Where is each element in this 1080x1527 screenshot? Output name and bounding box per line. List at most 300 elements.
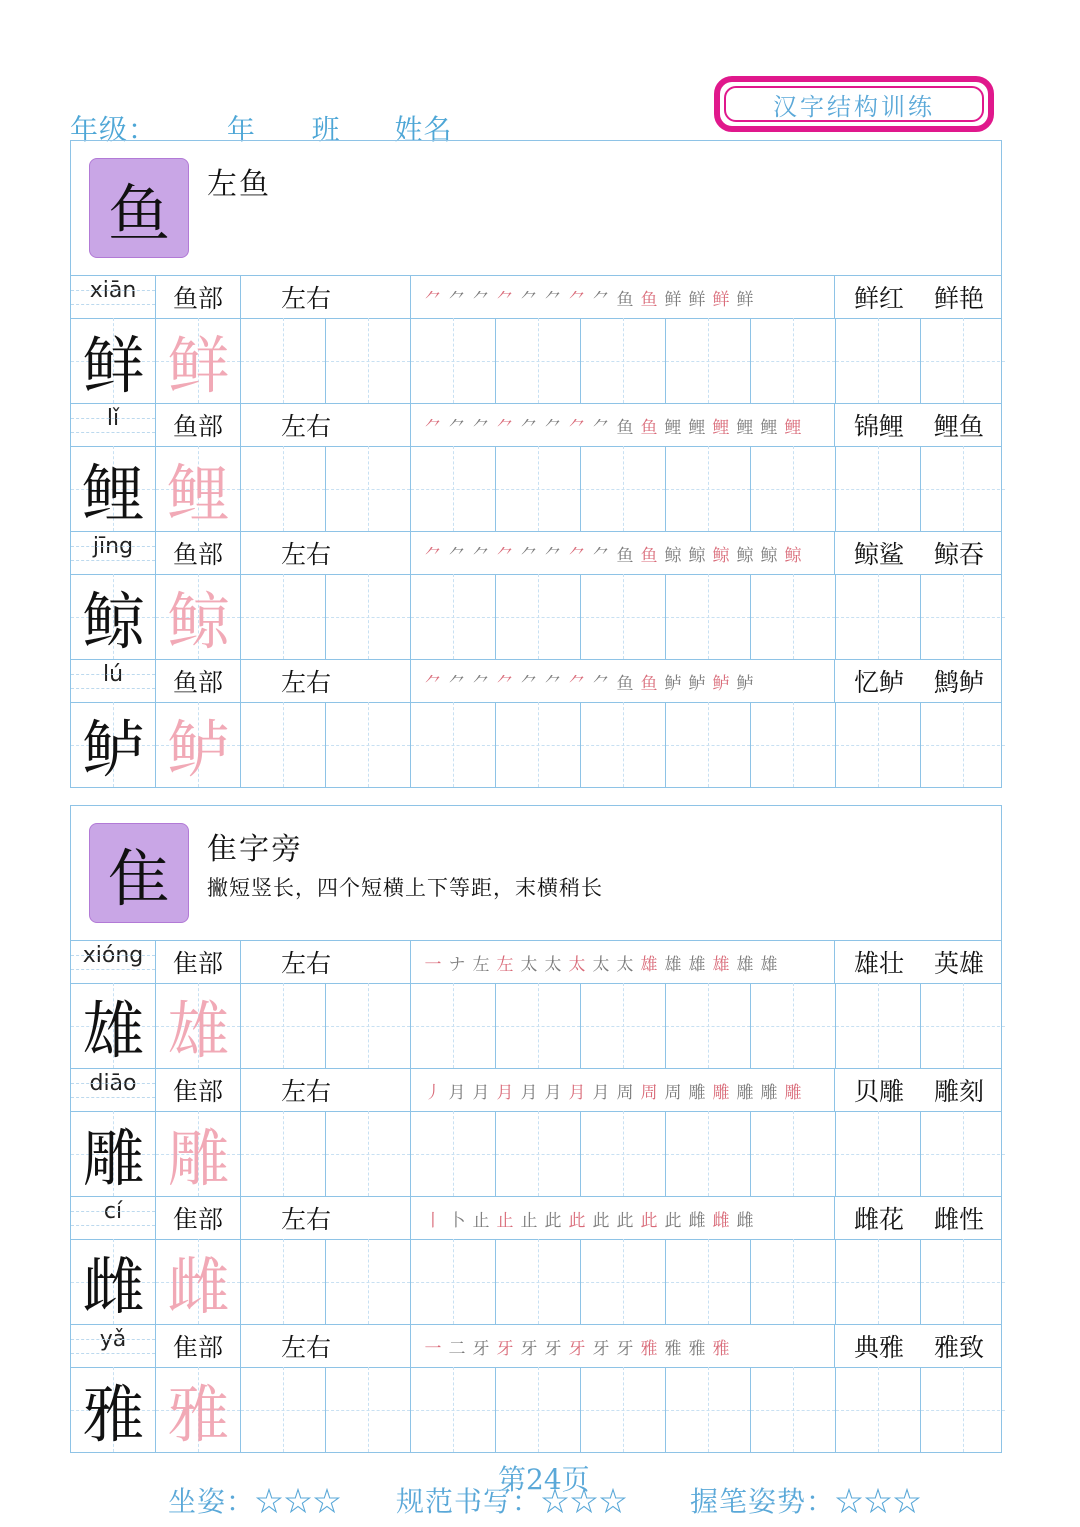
practice-box[interactable] bbox=[666, 574, 751, 659]
stroke-step: ⺈ bbox=[544, 545, 562, 566]
example-word: 鲤鱼 bbox=[933, 412, 984, 441]
radical-label: 隹部 bbox=[156, 1197, 241, 1239]
practice-box[interactable] bbox=[411, 1239, 496, 1324]
practice-box[interactable] bbox=[836, 1367, 921, 1452]
stroke-order bbox=[411, 941, 835, 983]
practice-box[interactable] bbox=[326, 1239, 411, 1324]
trace-char: 鲤 bbox=[167, 457, 230, 530]
stroke-step: 鲤 bbox=[664, 417, 682, 438]
practice-box[interactable] bbox=[666, 1239, 751, 1324]
section-header bbox=[71, 806, 1001, 941]
practice-box[interactable] bbox=[496, 983, 581, 1068]
char-info-bar bbox=[71, 660, 1001, 703]
practice-box[interactable] bbox=[411, 574, 496, 659]
stroke-step: 鲤 bbox=[784, 417, 802, 438]
practice-box[interactable] bbox=[751, 702, 836, 787]
practice-box[interactable] bbox=[411, 702, 496, 787]
practice-box[interactable] bbox=[666, 446, 751, 531]
practice-box[interactable] bbox=[666, 1111, 751, 1196]
char-row bbox=[71, 660, 1001, 787]
radical-section-fish bbox=[70, 140, 1002, 788]
stroke-step: 月 bbox=[568, 1082, 586, 1103]
practice-box[interactable] bbox=[921, 446, 1005, 531]
stroke-step: ⺈ bbox=[424, 417, 442, 438]
char-info-bar bbox=[71, 276, 1001, 319]
structure-label: 左右 bbox=[241, 276, 411, 318]
practice-box[interactable] bbox=[326, 1111, 411, 1196]
practice-box[interactable] bbox=[836, 574, 921, 659]
practice-box[interactable] bbox=[326, 318, 411, 403]
stroke-step: 雅 bbox=[688, 1338, 706, 1359]
stroke-step: 雕 bbox=[712, 1082, 730, 1103]
trace-char: 鲈 bbox=[167, 713, 230, 786]
radical-label: 鱼部 bbox=[156, 404, 241, 446]
grip-stars[interactable]: ☆☆☆ bbox=[835, 1485, 923, 1518]
title-badge bbox=[714, 76, 994, 132]
trace-char: 雅 bbox=[167, 1378, 230, 1451]
example-word: 雌花 bbox=[853, 1205, 904, 1234]
practice-box[interactable] bbox=[581, 1111, 666, 1196]
stroke-step: 牙 bbox=[472, 1338, 490, 1359]
writing-grid bbox=[71, 1111, 1001, 1196]
stroke-step: ⺈ bbox=[472, 545, 490, 566]
model-char-box bbox=[71, 318, 156, 403]
structure-label: 左右 bbox=[241, 941, 411, 983]
example-word: 鲜红 bbox=[853, 284, 904, 313]
section-description: 撇短竖长，四个短横上下等距，末横稍长 bbox=[207, 876, 603, 900]
char-info-bar bbox=[71, 1325, 1001, 1368]
stroke-step: 牙 bbox=[544, 1338, 562, 1359]
practice-box[interactable] bbox=[921, 1367, 1005, 1452]
stroke-step: 雌 bbox=[736, 1210, 754, 1231]
stroke-step: ⺈ bbox=[568, 289, 586, 310]
example-words bbox=[835, 941, 1003, 983]
char-row bbox=[71, 1197, 1001, 1325]
page-number: 第24页 bbox=[498, 1463, 590, 1496]
model-char: 雄 bbox=[82, 994, 145, 1067]
char-row bbox=[71, 404, 1001, 532]
writing-grid bbox=[71, 318, 1001, 403]
practice-box[interactable] bbox=[836, 1239, 921, 1324]
practice-box[interactable] bbox=[581, 574, 666, 659]
example-word: 鲜艳 bbox=[933, 284, 984, 313]
practice-box[interactable] bbox=[921, 702, 1005, 787]
stroke-step: 月 bbox=[520, 1082, 538, 1103]
practice-box[interactable] bbox=[921, 574, 1005, 659]
stroke-step: ⺈ bbox=[496, 545, 514, 566]
stroke-step: 鲸 bbox=[664, 545, 682, 566]
stroke-step: ⺈ bbox=[448, 673, 466, 694]
char-row bbox=[71, 532, 1001, 660]
practice-box[interactable] bbox=[666, 702, 751, 787]
practice-box[interactable] bbox=[241, 446, 326, 531]
practice-box[interactable] bbox=[241, 983, 326, 1068]
stroke-step: ⺈ bbox=[472, 417, 490, 438]
stroke-step: 月 bbox=[496, 1082, 514, 1103]
char-row bbox=[71, 276, 1001, 404]
model-char: 雕 bbox=[82, 1122, 145, 1195]
stroke-step: ⺈ bbox=[568, 545, 586, 566]
sitting-stars[interactable]: ☆☆☆ bbox=[255, 1485, 343, 1518]
practice-box[interactable] bbox=[496, 574, 581, 659]
model-char-box bbox=[71, 983, 156, 1068]
stroke-step: 月 bbox=[472, 1082, 490, 1103]
stroke-step: ⺈ bbox=[448, 545, 466, 566]
stroke-step: 雅 bbox=[640, 1338, 658, 1359]
radical-label: 隹部 bbox=[156, 1069, 241, 1111]
name-label: 姓名 bbox=[394, 113, 453, 146]
structure-label: 左右 bbox=[241, 532, 411, 574]
practice-box[interactable] bbox=[241, 1367, 326, 1452]
stroke-step: 鲈 bbox=[712, 673, 730, 694]
practice-box[interactable] bbox=[751, 446, 836, 531]
practice-box[interactable] bbox=[921, 1111, 1005, 1196]
practice-rows bbox=[71, 941, 1001, 1452]
practice-box[interactable] bbox=[241, 1239, 326, 1324]
title-badge-text: 汉字结构训练 bbox=[724, 86, 984, 122]
stroke-step: 鲤 bbox=[760, 417, 778, 438]
model-char-box bbox=[71, 446, 156, 531]
stroke-step: 止 bbox=[496, 1210, 514, 1231]
char-info-bar bbox=[71, 941, 1001, 984]
stroke-step: ⺈ bbox=[496, 289, 514, 310]
practice-box[interactable] bbox=[751, 983, 836, 1068]
stroke-step: ⺈ bbox=[592, 289, 610, 310]
example-word: 鹪鲈 bbox=[933, 668, 984, 697]
stroke-step: ⺈ bbox=[424, 545, 442, 566]
trace-char: 雕 bbox=[167, 1122, 230, 1195]
structure-label: 左右 bbox=[241, 404, 411, 446]
sitting-label: 坐姿： bbox=[168, 1485, 256, 1518]
model-char: 雅 bbox=[82, 1378, 145, 1451]
section-header bbox=[71, 141, 1001, 276]
practice-box[interactable] bbox=[751, 318, 836, 403]
stroke-step: 卜 bbox=[448, 1210, 466, 1231]
grip-rating bbox=[690, 1480, 922, 1520]
stroke-step: 鲜 bbox=[736, 289, 754, 310]
stroke-step: 此 bbox=[640, 1210, 658, 1231]
radical-card: 隹 bbox=[89, 823, 189, 923]
stroke-step: 鲈 bbox=[736, 673, 754, 694]
example-word: 鲸鲨 bbox=[853, 540, 904, 569]
char-info-bar bbox=[71, 1069, 1001, 1112]
practice-box[interactable] bbox=[666, 1367, 751, 1452]
stroke-step: 鱼 bbox=[616, 673, 634, 694]
trace-char-box bbox=[156, 1239, 241, 1324]
example-word: 英雄 bbox=[933, 949, 984, 978]
practice-box[interactable] bbox=[921, 983, 1005, 1068]
stroke-step: 此 bbox=[616, 1210, 634, 1231]
pinyin: xiān bbox=[71, 276, 156, 318]
model-char: 鲈 bbox=[82, 713, 145, 786]
stroke-step: 雄 bbox=[664, 954, 682, 975]
stroke-step: 月 bbox=[544, 1082, 562, 1103]
model-char: 鲜 bbox=[82, 329, 145, 402]
practice-box[interactable] bbox=[921, 318, 1005, 403]
practice-box[interactable] bbox=[241, 1111, 326, 1196]
stroke-step: 雕 bbox=[688, 1082, 706, 1103]
writing-rating bbox=[396, 1480, 628, 1520]
example-words bbox=[835, 532, 1003, 574]
stroke-step: 此 bbox=[664, 1210, 682, 1231]
pinyin: yǎ bbox=[71, 1325, 156, 1367]
trace-char-box bbox=[156, 318, 241, 403]
radical-card: 鱼 bbox=[89, 158, 189, 258]
writing-label: 规范书写： bbox=[396, 1485, 542, 1518]
stroke-step: 二 bbox=[448, 1338, 466, 1359]
char-row bbox=[71, 1325, 1001, 1452]
model-char-box bbox=[71, 1239, 156, 1324]
practice-box[interactable] bbox=[581, 446, 666, 531]
stroke-step: 丨 bbox=[424, 1210, 442, 1231]
practice-box[interactable] bbox=[836, 1111, 921, 1196]
practice-box[interactable] bbox=[751, 1239, 836, 1324]
practice-box[interactable] bbox=[496, 702, 581, 787]
stroke-step: ⺈ bbox=[592, 417, 610, 438]
stroke-step: 雕 bbox=[760, 1082, 778, 1103]
char-info-bar bbox=[71, 1197, 1001, 1240]
stroke-step: 雄 bbox=[760, 954, 778, 975]
writing-grid bbox=[71, 574, 1001, 659]
section-title: 左鱼 bbox=[207, 167, 271, 202]
stroke-step: 太 bbox=[616, 954, 634, 975]
example-word: 忆鲈 bbox=[853, 668, 904, 697]
model-char: 鲤 bbox=[82, 457, 145, 530]
stroke-step: 鱼 bbox=[640, 673, 658, 694]
stroke-step: 月 bbox=[448, 1082, 466, 1103]
stroke-order bbox=[411, 404, 835, 446]
writing-grid bbox=[71, 1239, 1001, 1324]
stroke-step: 太 bbox=[520, 954, 538, 975]
trace-char-box bbox=[156, 983, 241, 1068]
stroke-step: 此 bbox=[568, 1210, 586, 1231]
example-word: 雄壮 bbox=[853, 949, 904, 978]
stroke-step: 雕 bbox=[736, 1082, 754, 1103]
example-words bbox=[835, 1325, 1003, 1367]
example-words bbox=[835, 276, 1003, 318]
practice-box[interactable] bbox=[411, 1367, 496, 1452]
stroke-step: 牙 bbox=[616, 1338, 634, 1359]
stroke-step: ナ bbox=[448, 954, 466, 975]
stroke-step: ⺈ bbox=[592, 545, 610, 566]
practice-box[interactable] bbox=[411, 318, 496, 403]
stroke-step: 鱼 bbox=[616, 545, 634, 566]
example-word: 锦鲤 bbox=[853, 412, 904, 441]
stroke-step: ⺈ bbox=[424, 673, 442, 694]
stroke-step: 鱼 bbox=[616, 417, 634, 438]
practice-box[interactable] bbox=[581, 983, 666, 1068]
practice-box[interactable] bbox=[496, 318, 581, 403]
stroke-step: 左 bbox=[496, 954, 514, 975]
stroke-step: 鲈 bbox=[664, 673, 682, 694]
trace-char: 鲸 bbox=[167, 585, 230, 658]
stroke-step: 太 bbox=[544, 954, 562, 975]
stroke-step: 太 bbox=[568, 954, 586, 975]
example-word: 典雅 bbox=[853, 1333, 904, 1362]
radical-label: 鱼部 bbox=[156, 532, 241, 574]
trace-char: 鲜 bbox=[167, 329, 230, 402]
pinyin: diāo bbox=[71, 1069, 156, 1111]
stroke-step: ⺈ bbox=[544, 289, 562, 310]
stroke-step: ⺈ bbox=[592, 673, 610, 694]
stroke-step: 鲸 bbox=[760, 545, 778, 566]
sitting-rating bbox=[168, 1480, 342, 1520]
practice-box[interactable] bbox=[326, 446, 411, 531]
class-label: 班 bbox=[311, 113, 341, 146]
practice-box[interactable] bbox=[496, 1367, 581, 1452]
stroke-step: 太 bbox=[592, 954, 610, 975]
practice-box[interactable] bbox=[496, 446, 581, 531]
example-word: 雌性 bbox=[933, 1205, 984, 1234]
practice-box[interactable] bbox=[666, 318, 751, 403]
practice-box[interactable] bbox=[411, 1111, 496, 1196]
practice-box[interactable] bbox=[836, 446, 921, 531]
stroke-order bbox=[411, 1197, 835, 1239]
stroke-step: 雅 bbox=[712, 1338, 730, 1359]
practice-box[interactable] bbox=[921, 1239, 1005, 1324]
structure-label: 左右 bbox=[241, 1325, 411, 1367]
grade-label: 年级： bbox=[70, 113, 158, 146]
stroke-step: 牙 bbox=[592, 1338, 610, 1359]
example-words bbox=[835, 1197, 1003, 1239]
model-char-box bbox=[71, 1111, 156, 1196]
stroke-step: 牙 bbox=[496, 1338, 514, 1359]
stroke-order bbox=[411, 276, 835, 318]
example-word: 鲸吞 bbox=[933, 540, 984, 569]
practice-box[interactable] bbox=[751, 1111, 836, 1196]
practice-box[interactable] bbox=[581, 702, 666, 787]
structure-label: 左右 bbox=[241, 660, 411, 702]
practice-box[interactable] bbox=[241, 574, 326, 659]
practice-box[interactable] bbox=[836, 702, 921, 787]
pinyin: cí bbox=[71, 1197, 156, 1239]
stroke-step: 牙 bbox=[520, 1338, 538, 1359]
model-char-box bbox=[71, 1367, 156, 1452]
practice-box[interactable] bbox=[326, 983, 411, 1068]
stroke-step: 月 bbox=[592, 1082, 610, 1103]
trace-char-box bbox=[156, 1111, 241, 1196]
stroke-step: 鱼 bbox=[640, 545, 658, 566]
stroke-step: 雄 bbox=[688, 954, 706, 975]
stroke-step: 鲜 bbox=[664, 289, 682, 310]
structure-label: 左右 bbox=[241, 1197, 411, 1239]
model-char: 鲸 bbox=[82, 585, 145, 658]
writing-grid bbox=[71, 983, 1001, 1068]
practice-box[interactable] bbox=[326, 1367, 411, 1452]
stroke-step: 雕 bbox=[784, 1082, 802, 1103]
char-row bbox=[71, 941, 1001, 1069]
stroke-step: 鲈 bbox=[688, 673, 706, 694]
practice-box[interactable] bbox=[241, 702, 326, 787]
stroke-step: 雄 bbox=[736, 954, 754, 975]
example-word: 贝雕 bbox=[853, 1077, 904, 1106]
trace-char-box bbox=[156, 702, 241, 787]
grip-label: 握笔姿势： bbox=[690, 1485, 836, 1518]
stroke-order bbox=[411, 660, 835, 702]
stroke-step: ⺈ bbox=[424, 289, 442, 310]
structure-label: 左右 bbox=[241, 1069, 411, 1111]
radical-section-zhui bbox=[70, 805, 1002, 1453]
practice-box[interactable] bbox=[836, 318, 921, 403]
writing-stars[interactable]: ☆☆☆ bbox=[541, 1485, 629, 1518]
section-title: 隹字旁 bbox=[207, 832, 303, 867]
stroke-step: ⺈ bbox=[496, 673, 514, 694]
model-char-box bbox=[71, 702, 156, 787]
stroke-step: ⺈ bbox=[520, 417, 538, 438]
practice-box[interactable] bbox=[666, 983, 751, 1068]
char-row bbox=[71, 1069, 1001, 1197]
stroke-step: ⺈ bbox=[568, 673, 586, 694]
stroke-step: 雌 bbox=[688, 1210, 706, 1231]
practice-box[interactable] bbox=[751, 1367, 836, 1452]
stroke-step: ⺈ bbox=[544, 673, 562, 694]
practice-rows bbox=[71, 276, 1001, 787]
stroke-step: 牙 bbox=[568, 1338, 586, 1359]
stroke-step: 一 bbox=[424, 1338, 442, 1359]
practice-box[interactable] bbox=[751, 574, 836, 659]
practice-box[interactable] bbox=[581, 318, 666, 403]
stroke-step: 鲤 bbox=[688, 417, 706, 438]
stroke-step: 左 bbox=[472, 954, 490, 975]
practice-box[interactable] bbox=[411, 983, 496, 1068]
stroke-step: ⺈ bbox=[472, 289, 490, 310]
practice-box[interactable] bbox=[581, 1367, 666, 1452]
stroke-step: ⺈ bbox=[544, 417, 562, 438]
practice-box[interactable] bbox=[496, 1239, 581, 1324]
stroke-step: 鲸 bbox=[712, 545, 730, 566]
stroke-step: 鲤 bbox=[712, 417, 730, 438]
stroke-step: 雄 bbox=[640, 954, 658, 975]
writing-grid bbox=[71, 446, 1001, 531]
pinyin: lǐ bbox=[71, 404, 156, 446]
radical-label: 鱼部 bbox=[156, 276, 241, 318]
stroke-step: 周 bbox=[664, 1082, 682, 1103]
radical-label: 隹部 bbox=[156, 941, 241, 983]
practice-box[interactable] bbox=[496, 1111, 581, 1196]
stroke-step: 周 bbox=[640, 1082, 658, 1103]
stroke-step: 鲜 bbox=[688, 289, 706, 310]
stroke-step: 周 bbox=[616, 1082, 634, 1103]
stroke-step: 鱼 bbox=[640, 289, 658, 310]
model-char-box bbox=[71, 574, 156, 659]
radical-label: 隹部 bbox=[156, 1325, 241, 1367]
char-info-bar bbox=[71, 404, 1001, 447]
example-word: 雕刻 bbox=[933, 1077, 984, 1106]
stroke-step: 止 bbox=[472, 1210, 490, 1231]
stroke-step: 鲤 bbox=[736, 417, 754, 438]
stroke-step: 止 bbox=[520, 1210, 538, 1231]
stroke-order bbox=[411, 1069, 835, 1111]
example-words bbox=[835, 660, 1003, 702]
practice-box[interactable] bbox=[836, 983, 921, 1068]
pinyin: jīng bbox=[71, 532, 156, 574]
stroke-step: ⺈ bbox=[448, 289, 466, 310]
practice-box[interactable] bbox=[326, 574, 411, 659]
stroke-step: ⺈ bbox=[448, 417, 466, 438]
year-label: 年 bbox=[226, 113, 256, 146]
stroke-step: 鱼 bbox=[640, 417, 658, 438]
practice-box[interactable] bbox=[581, 1239, 666, 1324]
stroke-step: 鲸 bbox=[688, 545, 706, 566]
practice-box[interactable] bbox=[411, 446, 496, 531]
stroke-step: ⺈ bbox=[496, 417, 514, 438]
practice-box[interactable] bbox=[326, 702, 411, 787]
stroke-step: 此 bbox=[592, 1210, 610, 1231]
stroke-step: ⺈ bbox=[520, 289, 538, 310]
practice-box[interactable] bbox=[241, 318, 326, 403]
writing-grid bbox=[71, 1367, 1001, 1452]
stroke-step: 一 bbox=[424, 954, 442, 975]
